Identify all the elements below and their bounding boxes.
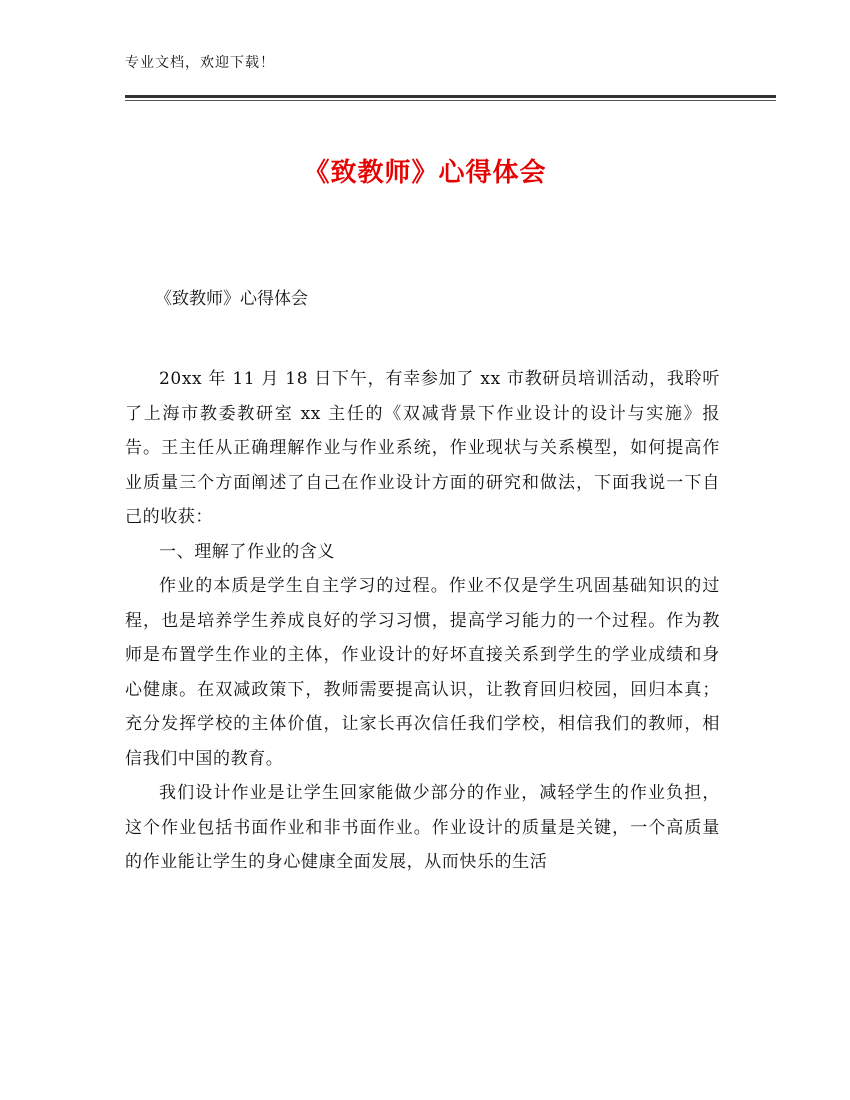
header-note: 专业文档，欢迎下载！ bbox=[125, 55, 275, 71]
section-heading: 一、理解了作业的含义 bbox=[159, 541, 335, 562]
paragraph-homework-nature: 作业的本质是学生自主学习的过程。作业不仅是学生巩固基础知识的过程，也是培养学生养成良好的学习习惯，提高学习能力的一个过程。作为教师是布置学生作业的主体，作业设计的好坏直接关系到学生的学业成绩和身心健康。在双减政策下，教师需要提高认识，让教育回归校园，回归本真；充分发挥学校的主体价值，让家长再次信任我们学校，相信我们的教师，相信我们中国的教育。 bbox=[125, 576, 720, 769]
header-rule-thick bbox=[125, 95, 776, 98]
document-body bbox=[125, 362, 720, 880]
paragraph-homework-design: 我们设计作业是让学生回家能做少部分的作业，减轻学生的作业负担，这个作业包括书面作业和非书面作业。作业设计的质量是关键，一个高质量的作业能让学生的身心健康全面发展，从而快乐的生活 bbox=[125, 783, 720, 872]
document-title: 《致教师》心得体会 bbox=[303, 158, 547, 188]
paragraph-intro: 20xx 年 11 月 18 日下午，有幸参加了 xx 市教研员培训活动，我聆听了上海市教委教研室 xx 主任的《双减背景下作业设计的设计与实施》报告。王主任从正确理解作业与作业系统，作业现状与关系模型，如何提高作业质量三个方面阐述了自己在作业设计方面的研究和做法，下面我说一下自己的收获： bbox=[125, 369, 720, 527]
header-rule-thin bbox=[125, 100, 776, 101]
document-subtitle: 《致教师》心得体会 bbox=[155, 289, 308, 309]
